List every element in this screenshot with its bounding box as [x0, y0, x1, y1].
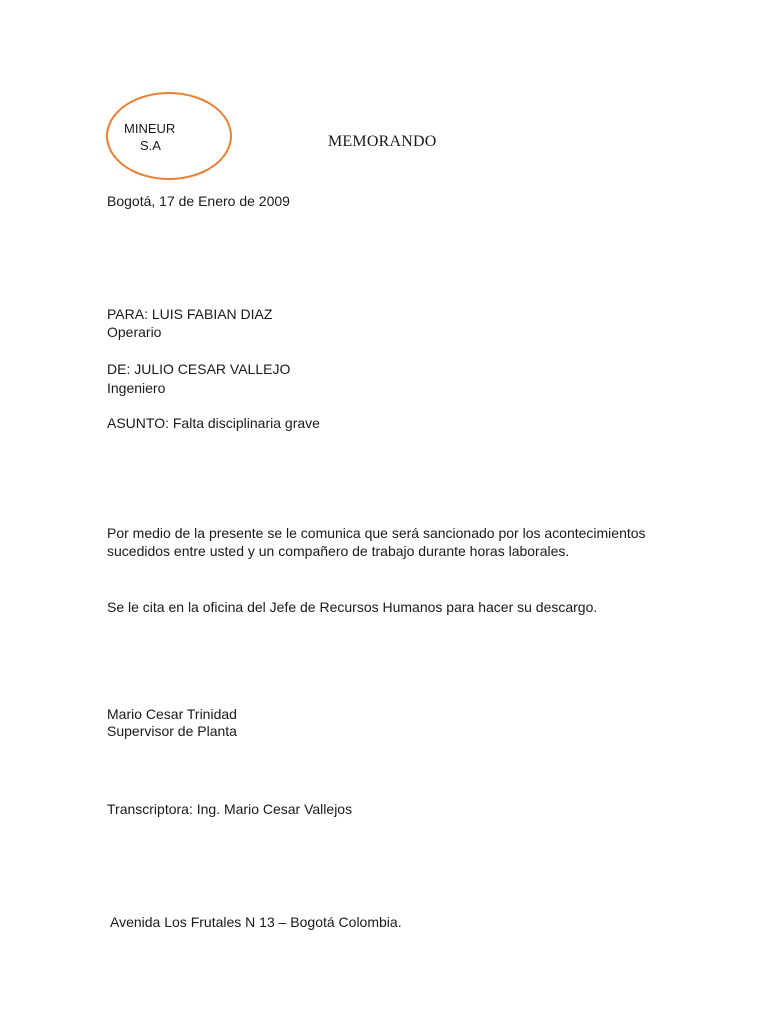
company-logo-name: MINEUR [124, 121, 176, 136]
date-line: Bogotá, 17 de Enero de 2009 [107, 193, 290, 209]
recipient-line: PARA: LUIS FABIAN DIAZ [107, 306, 273, 322]
recipient-role: Operario [107, 324, 162, 340]
signature-position: Supervisor de Planta [107, 723, 237, 739]
signature-name: Mario Cesar Trinidad [107, 706, 237, 722]
company-logo-suffix: S.A [140, 138, 161, 153]
subject-line: ASUNTO: Falta disciplinaria grave [107, 415, 320, 431]
body-paragraph-2: Se le cita en la oficina del Jefe de Recursos Humanos para hacer su descargo. [107, 599, 598, 615]
body-paragraph-1: Por medio de la presente se le comunica que será sancionado por los acontecimientos sucedidos entre usted y un compañero de trabajo durante horas laborales. [107, 525, 646, 559]
sender-line: DE: JULIO CESAR VALLEJO [107, 361, 291, 377]
sender-role: Ingeniero [107, 380, 166, 396]
document-title: MEMORANDO [328, 133, 437, 150]
footer-address: Avenida Los Frutales N 13 – Bogotá Colombia. [110, 914, 402, 930]
transcriptora-line: Transcriptora: Ing. Mario Cesar Vallejos [107, 801, 353, 817]
